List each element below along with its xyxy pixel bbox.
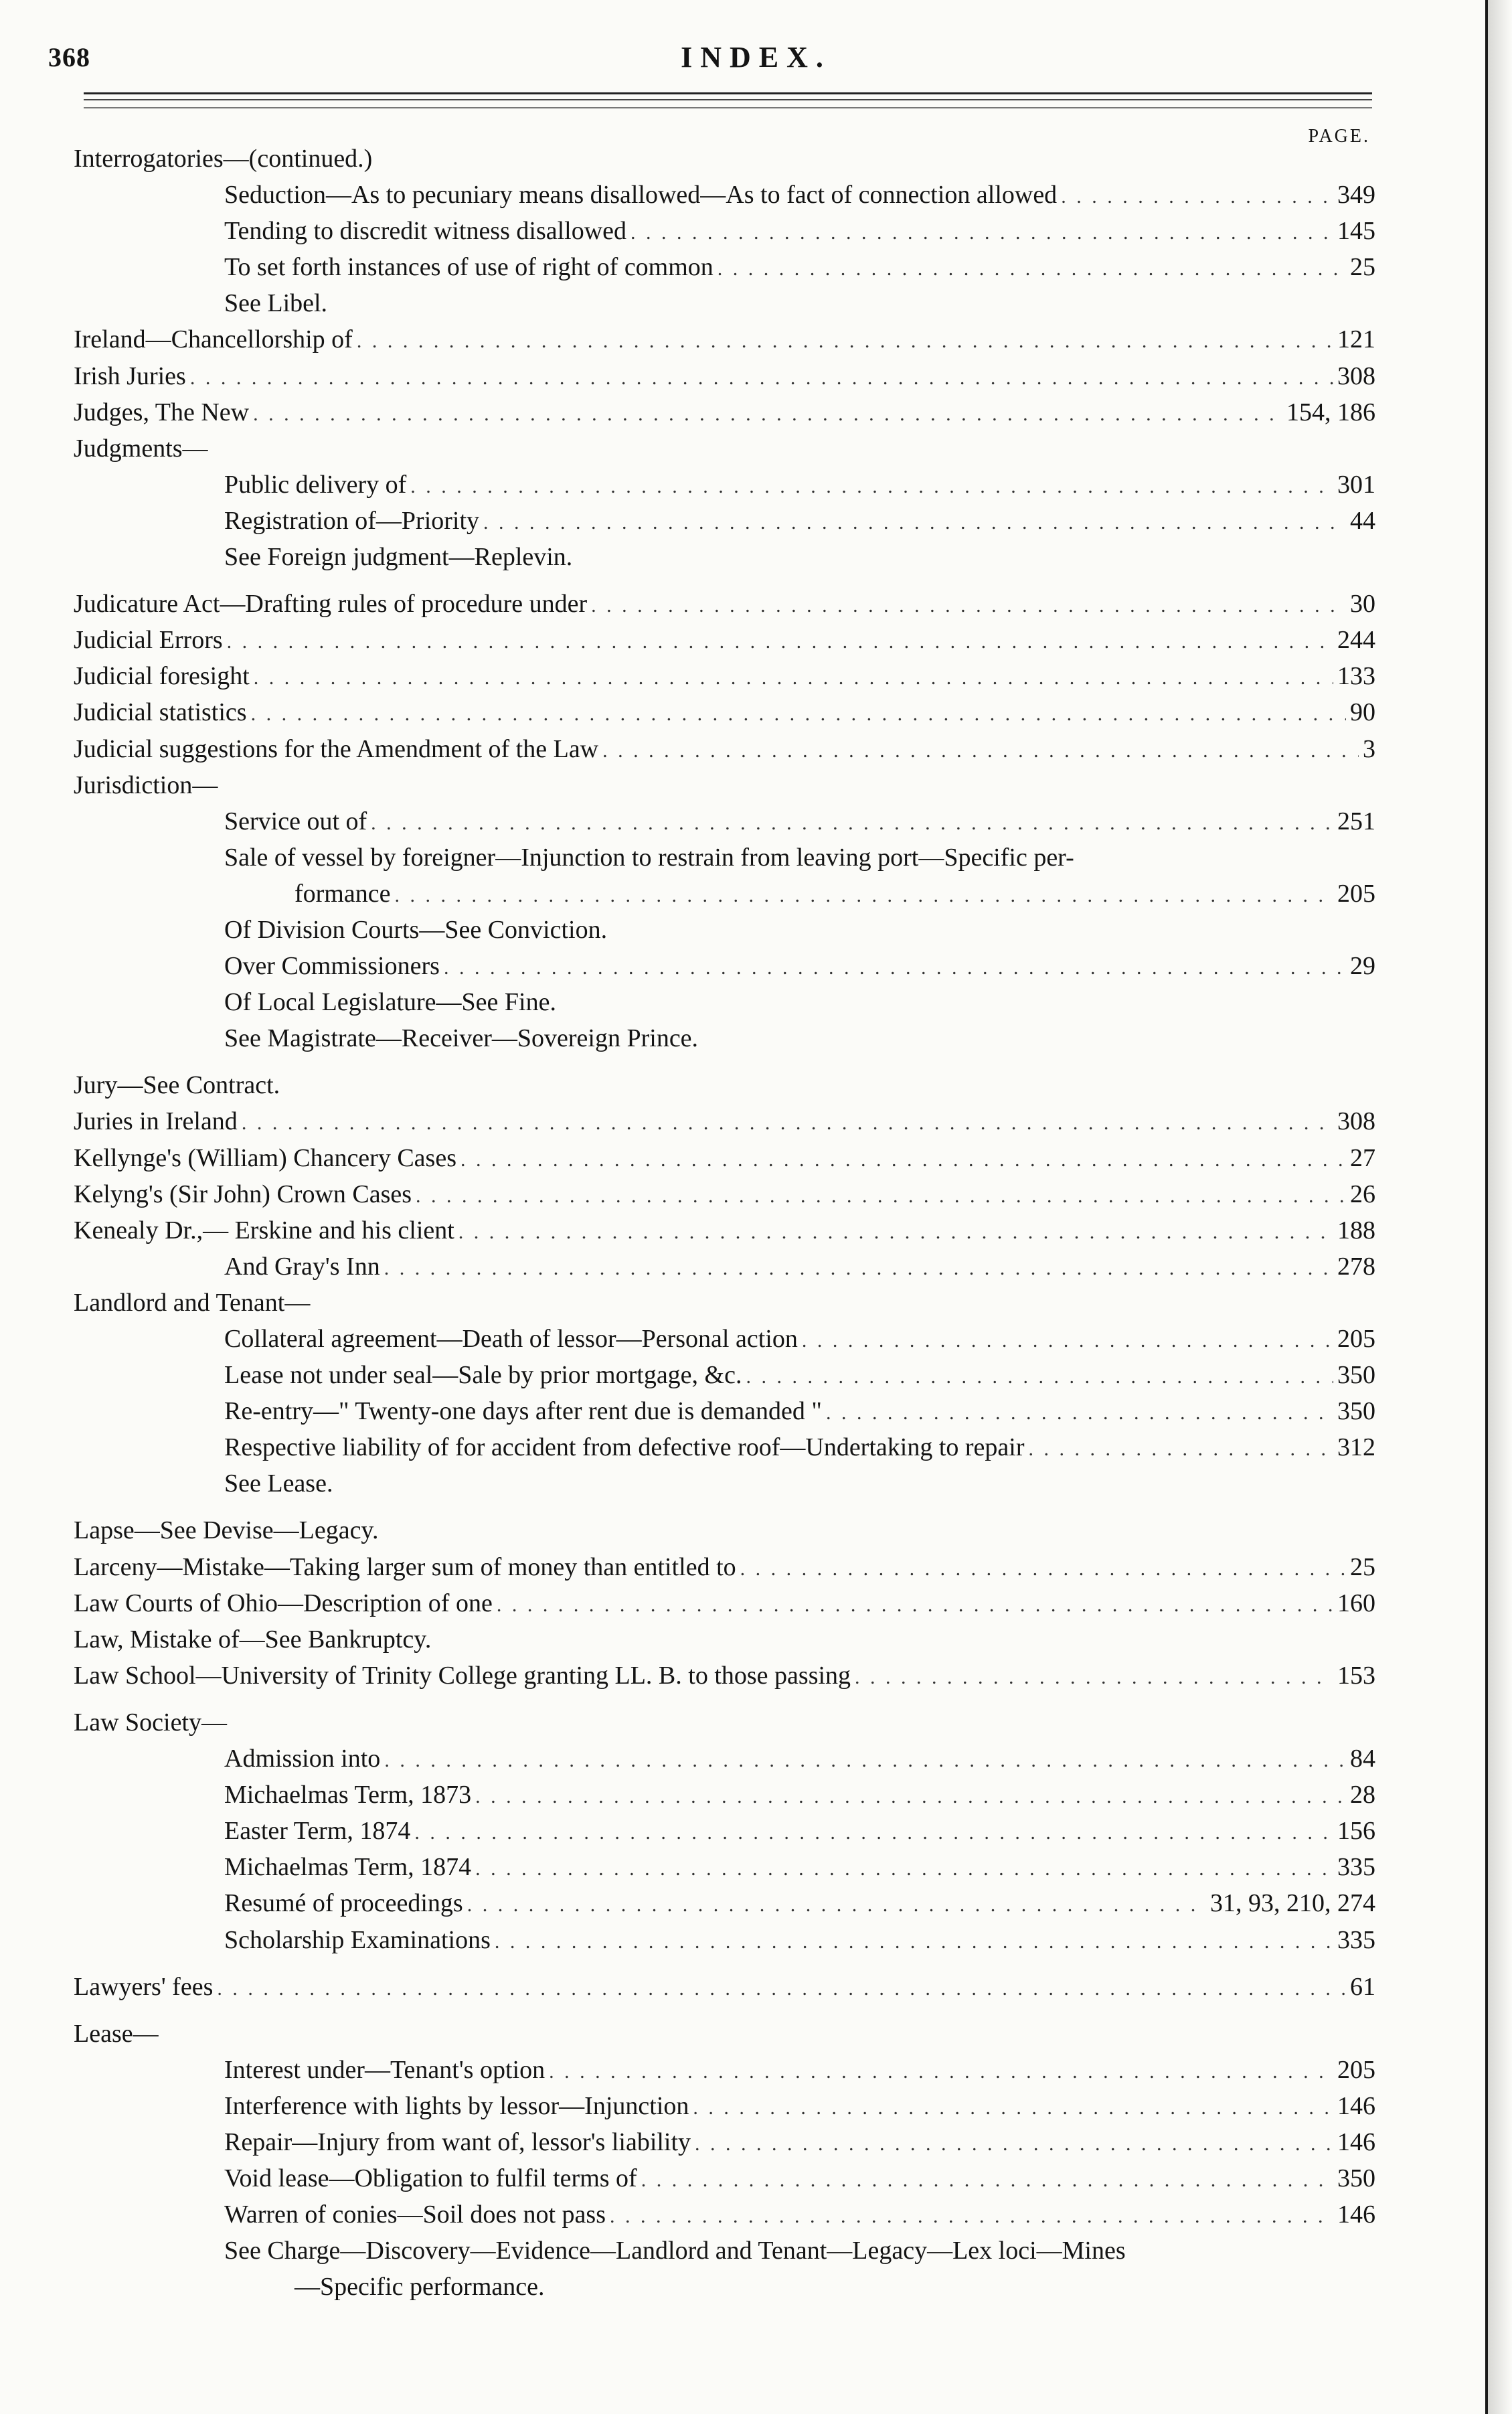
index-entry (74, 2269, 1375, 2305)
dot-leader (826, 1395, 1333, 1431)
index-entry (74, 141, 1375, 177)
dot-leader (1028, 1431, 1333, 1467)
index-entry (74, 1020, 1375, 1056)
entry-term: Lease not under seal—Sale by prior mortgage, &c. (224, 1361, 742, 1390)
index-entries (74, 141, 1375, 2305)
entry-term: Judicature Act—Drafting rules of procedure under (74, 590, 588, 619)
index-entry (74, 1321, 1375, 1357)
page-column-label: PAGE. (1308, 126, 1370, 147)
index-entry (74, 2233, 1375, 2269)
entry-term: Larceny—Mistake—Taking larger sum of money than entitled to (74, 1552, 736, 1581)
index-entry (74, 1512, 1375, 1548)
dot-leader (497, 1587, 1333, 1623)
index-entry (74, 876, 1375, 912)
dot-leader (460, 1142, 1346, 1178)
dot-leader (495, 1924, 1333, 1960)
dot-leader (549, 2054, 1333, 2090)
index-entry (74, 539, 1375, 575)
entry-term: Law Society— (74, 1708, 228, 1737)
entry-term: Void lease—Obligation to fulfil terms of (224, 2164, 637, 2193)
entry-page-numbers: 350 (1337, 1361, 1375, 1390)
entry-term: Admission into (224, 1745, 381, 1773)
dot-leader (394, 878, 1333, 914)
entry-page-numbers: 308 (1337, 1107, 1375, 1136)
index-entry (74, 1249, 1375, 1285)
entry-page-numbers: 27 (1350, 1143, 1375, 1172)
entry-term: Irish Juries (74, 361, 186, 390)
index-entry (74, 1176, 1375, 1212)
entry-page-numbers: 205 (1337, 879, 1375, 908)
index-entry (74, 430, 1375, 467)
entry-term: Service out of (224, 807, 367, 835)
dot-leader (410, 469, 1333, 505)
entry-term: See Charge—Discovery—Evidence—Landlord and Tenant—Legacy—Lex loci—Mines (224, 2237, 1126, 2265)
index-entry (74, 1741, 1375, 1777)
dot-leader (641, 2162, 1333, 2198)
dot-leader (384, 1251, 1333, 1287)
dot-leader (254, 660, 1333, 696)
entry-page-numbers: 30 (1350, 590, 1375, 619)
entry-page-numbers: 44 (1350, 506, 1375, 535)
entry-page-numbers: 90 (1350, 698, 1375, 727)
entry-page-numbers: 205 (1337, 1325, 1375, 1353)
entry-term: See Lease. (224, 1469, 333, 1498)
header-rule (84, 92, 1372, 94)
entry-page-numbers: 350 (1337, 2164, 1375, 2193)
entry-page-numbers: 312 (1337, 1433, 1375, 1462)
entry-term: Judicial suggestions for the Amendment of the Law (74, 734, 599, 763)
entry-spacer (74, 1502, 1375, 1512)
entry-term: Easter Term, 1874 (224, 1817, 411, 1846)
entry-term: See Magistrate—Receiver—Sovereign Prince. (224, 1024, 699, 1053)
index-entry (74, 358, 1375, 394)
entry-term: Judicial foresight (74, 662, 250, 691)
entry-term: Seduction—As to pecuniary means disallowed—As to fact of connection allowed (224, 181, 1058, 210)
dot-leader (610, 2198, 1333, 2235)
entry-term: Interest under—Tenant's option (224, 2055, 545, 2084)
index-entry (74, 503, 1375, 539)
index-entry (74, 467, 1375, 503)
entry-term: Re-entry—" Twenty-one days after rent due is demanded " (224, 1397, 822, 1426)
index-entry (74, 1885, 1375, 1921)
entry-page-numbers: 121 (1337, 325, 1375, 354)
index-entry (74, 1140, 1375, 1176)
dot-leader (802, 1323, 1333, 1359)
entry-term: Jurisdiction— (74, 771, 218, 799)
entry-term: formance (295, 879, 391, 908)
entry-page-numbers: 308 (1337, 361, 1375, 390)
entry-page-numbers: 29 (1350, 952, 1375, 981)
index-entry (74, 285, 1375, 321)
entry-term: Respective liability of for accident from defective roof—Undertaking to repair (224, 1433, 1025, 1462)
entry-page-numbers: 84 (1350, 1745, 1375, 1773)
entry-page-numbers: 26 (1350, 1180, 1375, 1208)
entry-term: Public delivery of (224, 470, 407, 499)
index-entry (74, 1585, 1375, 1621)
running-title: INDEX. (681, 41, 831, 74)
index-entry (74, 1658, 1375, 1694)
index-entry (74, 984, 1375, 1020)
dot-leader (242, 1105, 1333, 1141)
index-entry (74, 1393, 1375, 1429)
entry-term: Judicial Errors (74, 626, 223, 655)
index-entry (74, 767, 1375, 803)
index-entry (74, 213, 1375, 249)
entry-term: Registration of—Priority (224, 506, 480, 535)
entry-term: Of Local Legislature—See Fine. (224, 988, 556, 1017)
entry-page-numbers: 188 (1337, 1216, 1375, 1244)
entry-term: Law School—University of Trinity College granting LL. B. to those passing (74, 1661, 851, 1690)
entry-term: Michaelmas Term, 1874 (224, 1853, 472, 1882)
entry-term: Law Courts of Ohio—Description of one (74, 1589, 493, 1617)
entry-page-numbers: 278 (1337, 1252, 1375, 1281)
dot-leader (190, 360, 1333, 396)
index-entry (74, 1849, 1375, 1885)
entry-page-numbers: 28 (1350, 1781, 1375, 1809)
index-entry (74, 1212, 1375, 1249)
entry-page-numbers: 335 (1337, 1853, 1375, 1882)
index-entry (74, 658, 1375, 694)
entry-page-numbers: 146 (1337, 2127, 1375, 2156)
entry-term: Resumé of proceedings (224, 1889, 463, 1918)
index-entry (74, 731, 1375, 767)
entry-term: Warren of conies—Soil does not pass (224, 2200, 606, 2229)
entry-term: Judgments— (74, 434, 208, 463)
index-entry (74, 1922, 1375, 1958)
entry-term: Interference with lights by lessor—Injunction (224, 2091, 689, 2120)
entry-term: Ireland—Chancellorship of (74, 325, 353, 354)
index-entry (74, 839, 1375, 876)
entry-term: Juries in Ireland (74, 1107, 238, 1136)
entry-term: Repair—Injury from want of, lessor's liability (224, 2127, 691, 2156)
index-entry (74, 2196, 1375, 2233)
entry-term: Lawyers' fees (74, 1972, 214, 2001)
dot-leader (718, 251, 1346, 287)
entry-term: Kenealy Dr.,— Erskine and his client (74, 1216, 454, 1244)
index-entry (74, 321, 1375, 357)
entry-page-numbers: 146 (1337, 2200, 1375, 2229)
entry-term: —Specific performance. (295, 2273, 545, 2302)
index-entry (74, 1285, 1375, 1321)
entry-page-numbers: 244 (1337, 626, 1375, 655)
entry-term: Interrogatories—(continued.) (74, 145, 373, 173)
entry-term: Judges, The New (74, 398, 250, 426)
index-entry (74, 1621, 1375, 1658)
index-entry (74, 2160, 1375, 2196)
header-rule (84, 107, 1372, 108)
dot-leader (475, 1851, 1333, 1887)
entry-page-numbers: 160 (1337, 1589, 1375, 1617)
dot-leader (414, 1815, 1333, 1851)
dot-leader (693, 2090, 1333, 2126)
index-entry (74, 622, 1375, 658)
index-entry (74, 1103, 1375, 1139)
dot-leader (357, 323, 1333, 359)
entry-term: Kelyng's (Sir John) Crown Cases (74, 1180, 412, 1208)
dot-leader (631, 215, 1333, 251)
entry-term: Landlord and Tenant— (74, 1288, 311, 1317)
index-entry (74, 2124, 1375, 2160)
index-entry (74, 803, 1375, 839)
dot-leader (475, 1779, 1346, 1815)
index-entry (74, 2052, 1375, 2088)
entry-term: Collateral agreement—Death of lessor—Personal action (224, 1325, 798, 1353)
page-number: 368 (48, 42, 90, 72)
dot-leader (467, 1887, 1206, 1923)
entry-page-numbers: 156 (1337, 1817, 1375, 1846)
entry-page-numbers: 335 (1337, 1925, 1375, 1954)
index-entry (74, 1067, 1375, 1103)
dot-leader (855, 1660, 1333, 1696)
entry-page-numbers: 61 (1350, 1972, 1375, 2001)
entry-term: Michaelmas Term, 1873 (224, 1781, 472, 1809)
entry-page-numbers: 146 (1337, 2091, 1375, 2120)
page-binding-edge (1485, 0, 1512, 2414)
entry-term: Kellynge's (William) Chancery Cases (74, 1143, 456, 1172)
dot-leader (602, 733, 1359, 769)
entry-term: And Gray's Inn (224, 1252, 380, 1281)
dot-leader (371, 805, 1333, 841)
entry-term: Tending to discredit witness disallowed (224, 217, 627, 246)
index-entry (74, 394, 1375, 430)
index-entry (74, 1429, 1375, 1465)
header-rule (84, 99, 1372, 100)
entry-term: See Foreign judgment—Replevin. (224, 543, 573, 572)
index-entry (74, 249, 1375, 285)
entry-term: Of Division Courts—See Conviction. (224, 915, 608, 944)
entry-term: Scholarship Examinations (224, 1925, 491, 1954)
dot-leader (591, 588, 1346, 624)
dot-leader (695, 2126, 1333, 2162)
dot-leader (416, 1178, 1346, 1214)
dot-leader (1061, 179, 1333, 215)
dot-leader (483, 505, 1346, 541)
dot-leader (253, 396, 1282, 432)
dot-leader (384, 1743, 1346, 1779)
entry-term: Sale of vessel by foreigner—Injunction to restrain from leaving port—Specific per- (224, 843, 1074, 872)
index-entry (74, 1549, 1375, 1585)
entry-term: To set forth instances of use of right of common (224, 253, 713, 282)
dot-leader (227, 624, 1333, 660)
entry-page-numbers: 349 (1337, 181, 1375, 210)
entry-term: See Libel. (224, 289, 328, 318)
dot-leader (251, 696, 1346, 732)
dot-leader (746, 1359, 1333, 1395)
index-entry (74, 586, 1375, 622)
index-entry (74, 1704, 1375, 1741)
index-entry (74, 1465, 1375, 1502)
entry-term: Lapse—See Devise—Legacy. (74, 1516, 379, 1545)
entry-page-numbers: 3 (1363, 734, 1375, 763)
entry-term: Judicial statistics (74, 698, 247, 727)
entry-term: Jury—See Contract. (74, 1071, 280, 1100)
entry-term: Lease— (74, 2019, 159, 2048)
entry-page-numbers: 301 (1337, 470, 1375, 499)
dot-leader (740, 1551, 1346, 1587)
index-entry (74, 1813, 1375, 1849)
index-entry (74, 2016, 1375, 2052)
entry-page-numbers: 133 (1337, 662, 1375, 691)
entry-page-numbers: 205 (1337, 2055, 1375, 2084)
index-entry (74, 912, 1375, 948)
entry-spacer (74, 575, 1375, 586)
index-entry (74, 1777, 1375, 1813)
index-entry (74, 2088, 1375, 2124)
entry-page-numbers: 25 (1350, 253, 1375, 282)
index-entry (74, 1969, 1375, 2005)
dot-leader (444, 950, 1346, 986)
index-entry (74, 948, 1375, 984)
entry-spacer (74, 1056, 1375, 1067)
entry-page-numbers: 154, 186 (1286, 398, 1375, 426)
entry-page-numbers: 153 (1337, 1661, 1375, 1690)
index-entry (74, 694, 1375, 730)
entry-page-numbers: 25 (1350, 1552, 1375, 1581)
dot-leader (217, 1971, 1346, 2007)
entry-page-numbers: 145 (1337, 217, 1375, 246)
index-entry (74, 177, 1375, 213)
index-entry (74, 1357, 1375, 1393)
entry-term: Law, Mistake of—See Bankruptcy. (74, 1625, 432, 1654)
entry-term: Over Commissioners (224, 952, 440, 981)
dot-leader (458, 1214, 1333, 1251)
entry-page-numbers: 251 (1337, 807, 1375, 835)
entry-page-numbers: 350 (1337, 1397, 1375, 1426)
entry-page-numbers: 31, 93, 210, 274 (1210, 1889, 1375, 1918)
